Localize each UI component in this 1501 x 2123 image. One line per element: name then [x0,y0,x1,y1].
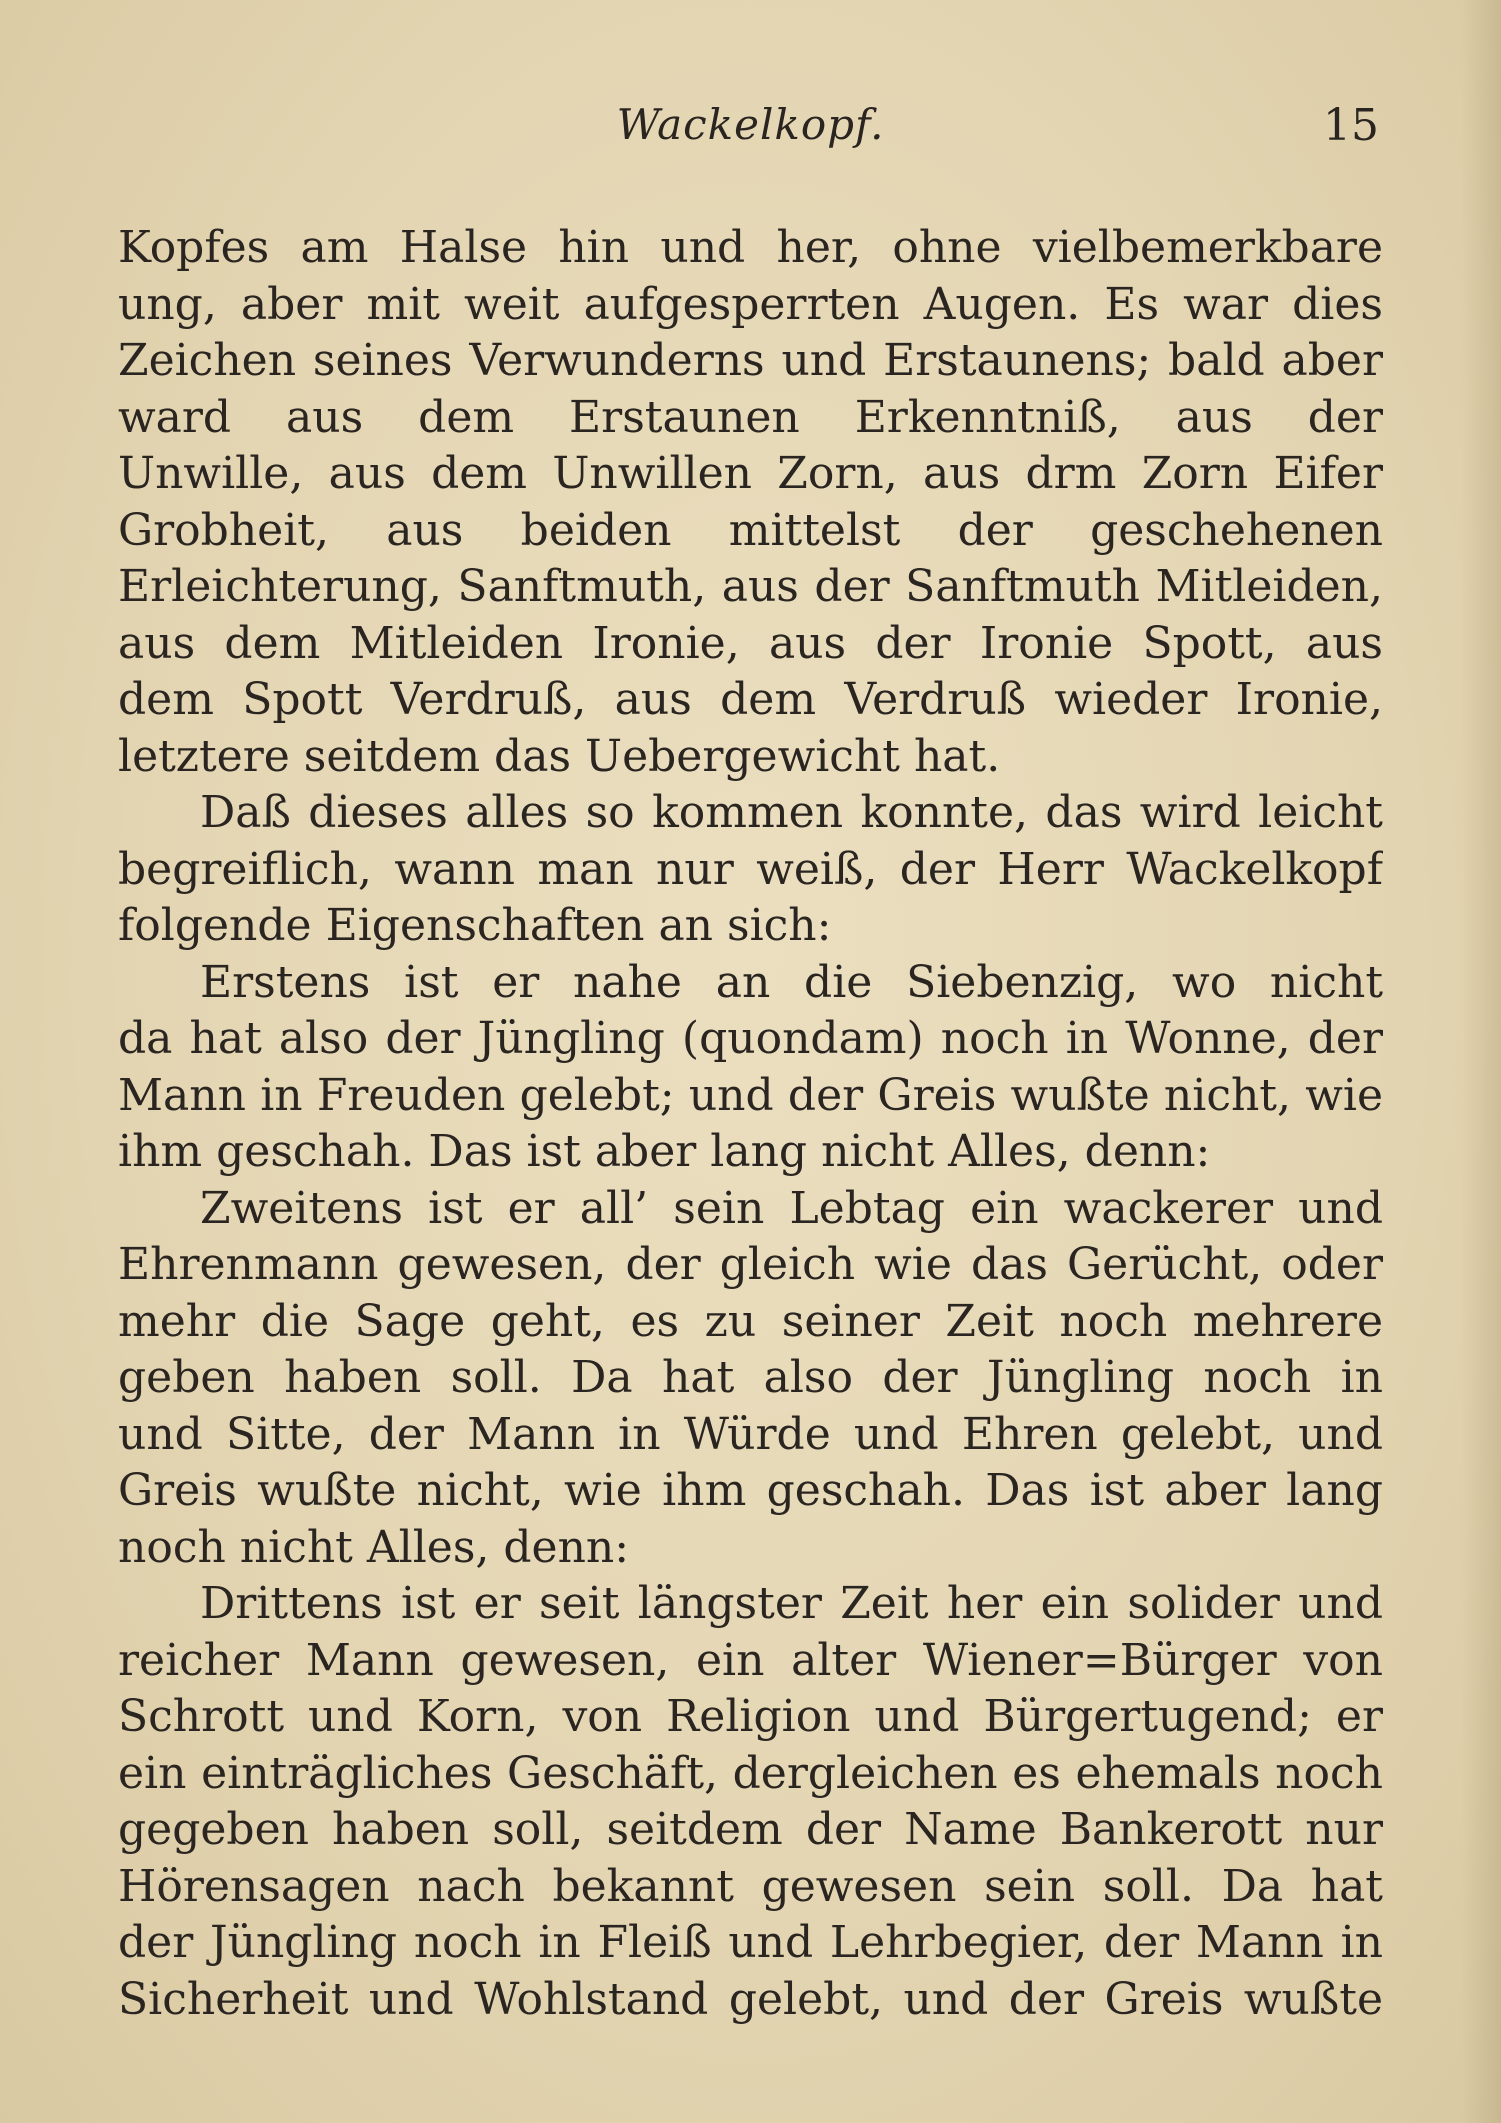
text-line: Schrott und Korn, von Religion und Bürgertugend; er [118,1691,1383,1742]
page-number: 15 [1323,100,1379,151]
running-head: Wackelkopf. [616,100,885,149]
paragraph-start-line: Daß dieses alles so kommen konnte, das wird leicht [200,787,1383,838]
text-line: Erleichterung, Sanftmuth, aus der Sanftmuth Mitleiden, [118,561,1383,612]
text-line: geben haben soll. Da hat also der Jüngling noch in [118,1352,1383,1403]
text-line: Ehrenmann gewesen, der gleich wie das Gerücht, oder [118,1239,1383,1290]
text-line: noch nicht Alles, denn: [118,1521,630,1573]
page-edge-shadow [1461,0,1501,2123]
text-line: dem Spott Verdruß, aus dem Verdruß wieder Ironie, [118,674,1383,725]
paragraph-start-line: Drittens ist er seit längster Zeit her ein solider und [200,1578,1383,1629]
text-line: gegeben haben soll, seitdem der Name Bankerott nur [118,1804,1383,1855]
text-line: Grobheit, aus beiden mittelst der geschehenen [118,504,1383,556]
text-line: reicher Mann gewesen, ein alter Wiener=Bürger von [118,1634,1383,1686]
page-header [0,100,1501,160]
text-line: Unwille, aus dem Unwillen Zorn, aus drm Zorn Eifer [118,448,1383,499]
text-line: begreiflich, wann man nur weiß, der Herr Wackelkopf [118,843,1383,895]
text-line: da hat also der Jüngling (quondam) noch in Wonne, der [118,1013,1383,1064]
text-line: mehr die Sage geht, es zu seiner Zeit noch mehrere [118,1295,1383,1347]
paragraph-start-line: Erstens ist er nahe an die Siebenzig, wo nicht [200,956,1383,1008]
text-line: letztere seitdem das Uebergewicht hat. [118,730,1001,782]
text-line: der Jüngling noch in Fleiß und Lehrbegier, der Mann in [118,1917,1383,1968]
text-line: ward aus dem Erstaunen Erkenntniß, aus der [118,391,1383,443]
text-line: Mann in Freuden gelebt; und der Greis wußte nicht, wie [118,1069,1383,1121]
text-line: aus dem Mitleiden Ironie, aus der Ironie Spott, aus [118,617,1383,669]
text-line: ung, aber mit weit aufgesperrten Augen. Es war dies [118,278,1383,330]
text-line: Zeichen seines Verwunderns und Erstaunens; bald aber [118,335,1383,386]
body-text [118,220,1383,2028]
text-line: Greis wußte nicht, wie ihm geschah. Das ist aber lang [118,1465,1383,1516]
paragraph-start-line: Zweitens ist er all’ sein Lebtag ein wackerer und [200,1182,1383,1234]
text-line: Hörensagen nach bekannt gewesen sein soll. Da hat [118,1860,1383,1912]
text-line: Sicherheit und Wohlstand gelebt, und der Greis wußte [118,1973,1383,2025]
text-line: ihm geschah. Das ist aber lang nicht Alles, denn: [118,1126,1211,1177]
text-line: Kopfes am Halse hin und her, ohne vielbemerkbare [118,222,1383,273]
text-line: ein einträgliches Geschäft, dergleichen es ehemals noch [118,1747,1383,1799]
text-line: folgende Eigenschaften an sich: [118,900,832,951]
text-line: und Sitte, der Mann in Würde und Ehren gelebt, und [118,1408,1383,1460]
